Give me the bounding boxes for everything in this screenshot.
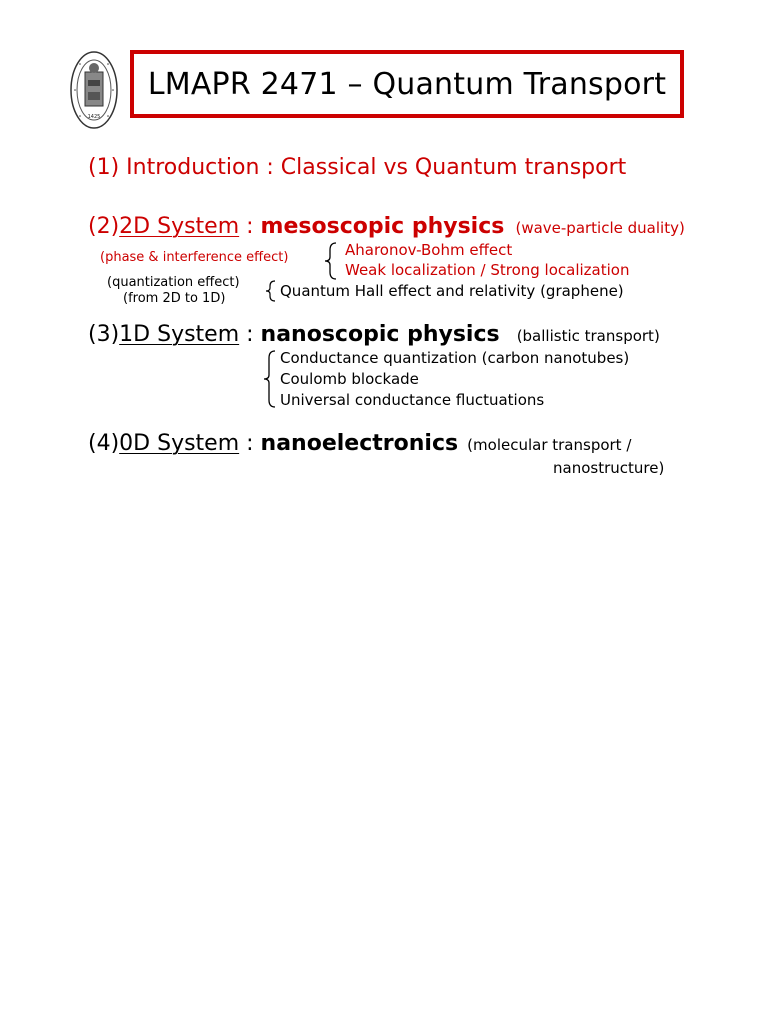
effect2-item-0: Quantum Hall effect and relativity (graphene): [280, 282, 624, 300]
section-4-note-line2: nanostructure): [553, 459, 665, 477]
section-2-sep: :: [239, 214, 261, 239]
section-4-note-line1: (molecular transport /: [467, 436, 632, 454]
effect1-item-1: Weak localization / Strong localization: [345, 261, 630, 279]
section-4-sep: :: [239, 431, 261, 456]
section-2-label: 2D System: [119, 214, 240, 239]
section-2-note: (wave-particle duality): [515, 219, 685, 237]
page-title: LMAPR 2471 – Quantum Transport: [147, 66, 667, 102]
section-4-label: 0D System: [119, 431, 240, 456]
effect1-item-0: Aharonov-Bohm effect: [345, 241, 513, 259]
section-4-topic: nanoelectronics: [260, 431, 459, 456]
section-2-topic: mesoscopic physics: [260, 214, 505, 239]
section-4-number: (4): [88, 431, 120, 456]
brace-quantization: [265, 280, 277, 302]
brace-1d: [263, 350, 277, 408]
section-2-number: (2): [88, 214, 120, 239]
section-3-note: (ballistic transport): [516, 327, 660, 345]
phase-interference-label: (phase & interference effect): [100, 250, 289, 265]
quantization-label-line2: (from 2D to 1D): [123, 291, 226, 306]
section-3-sep: :: [239, 322, 261, 347]
seal-year: 1425: [87, 114, 101, 120]
section-2-heading: [88, 214, 685, 239]
title-box: [130, 50, 684, 118]
university-seal-icon: [70, 50, 118, 130]
section-3-item-2: Universal conductance fluctuations: [280, 391, 545, 409]
section-1-introduction: (1) Introduction : Classical vs Quantum transport: [88, 155, 627, 180]
section-4-heading: [88, 431, 631, 456]
brace-phase: [324, 242, 338, 280]
section-3-topic: nanoscopic physics: [260, 322, 500, 347]
section-3-item-0: Conductance quantization (carbon nanotubes): [280, 349, 630, 367]
section-3-item-1: Coulomb blockade: [280, 370, 419, 388]
section-3-heading: [88, 322, 660, 347]
section-3-number: (3): [88, 322, 120, 347]
quantization-label-line1: (quantization effect): [107, 275, 240, 290]
section-3-label: 1D System: [119, 322, 240, 347]
